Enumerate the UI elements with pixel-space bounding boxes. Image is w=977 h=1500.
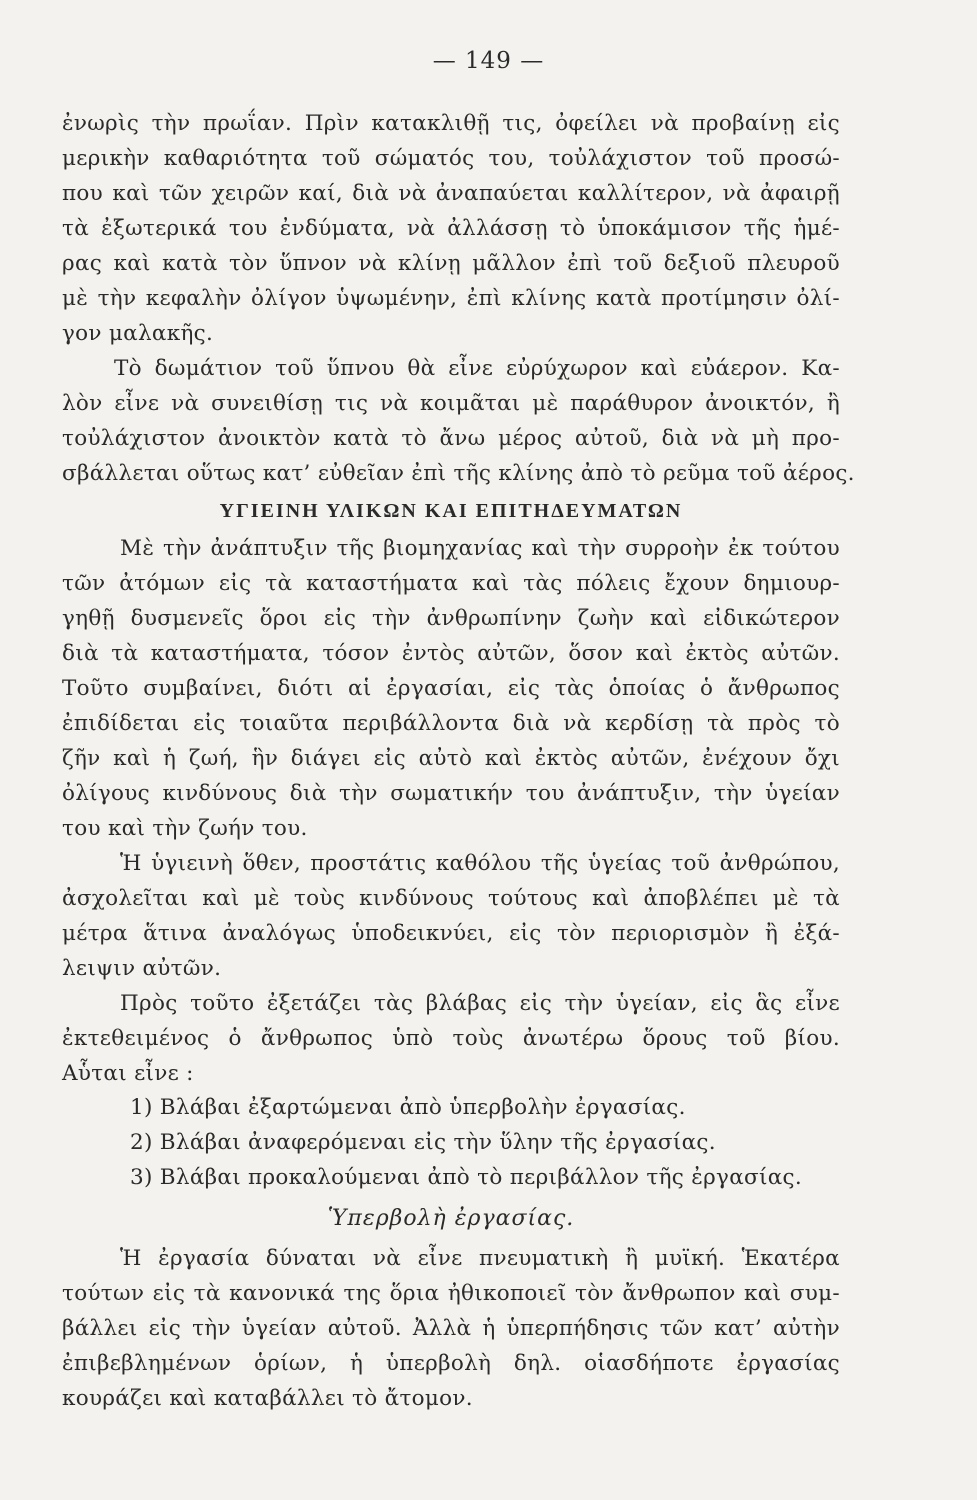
text-line: ἐπιδίδεται εἰς τοιαῦτα περιβάλλοντα διὰ νὰ κερδίσῃ τὰ πρὸς τὸ bbox=[62, 711, 840, 736]
text-line: ὀλίγους κινδύνους διὰ τὴν σωματικήν του ἀνάπτυξιν, τὴν ὑγείαν bbox=[62, 781, 840, 806]
text-line: γον μαλακῆς. bbox=[62, 321, 214, 346]
text-line: ἀσχολεῖται καὶ μὲ τοὺς κινδύνους τούτους καὶ ἀποβλέπει μὲ τὰ bbox=[62, 886, 840, 911]
page-number: — 149 — bbox=[432, 48, 545, 74]
text-line: Αὗται εἶνε : bbox=[62, 1061, 194, 1086]
section-heading: ΥΓΙΕΙΝΗ ΥΛΙΚΩΝ ΚΑΙ ΕΠΙΤΗΔΕΥΜΑΤΩΝ bbox=[219, 500, 683, 522]
text-line: μέτρα ἅτινα ἀναλόγως ὑποδεικνύει, εἰς τὸν περιορισμὸν ἢ ἐξά- bbox=[62, 921, 840, 946]
text-line: ἐπιβεβλημένων ὁρίων, ἡ ὑπερβολὴ δηλ. οἱασδήποτε ἐργασίας bbox=[62, 1351, 840, 1376]
text-line: βάλλει εἰς τὴν ὑγείαν αὐτοῦ. Ἀλλὰ ἡ ὑπερπήδησις τῶν κατ’ αὐτὴν bbox=[62, 1316, 840, 1341]
text-line: ρας καὶ κατὰ τὸν ὕπνον νὰ κλίνῃ μᾶλλον ἐπὶ τοῦ δεξιοῦ πλευροῦ bbox=[62, 251, 840, 276]
text-line: κουράζει καὶ καταβάλλει τὸ ἄτομον. bbox=[62, 1386, 473, 1411]
text-line: τούτων εἰς τὰ κανονικά της ὅρια ἠθικοποιεῖ τὸν ἄνθρωπον καὶ συμ- bbox=[62, 1281, 840, 1306]
list-item: 2) Βλάβαι ἀναφερόμεναι εἰς τὴν ὕλην τῆς ἐργασίας. bbox=[130, 1130, 716, 1155]
subsection-heading: Ὑπερβολὴ ἐργασίας. bbox=[327, 1206, 575, 1231]
text-line: λειψιν αὐτῶν. bbox=[62, 956, 222, 981]
text-line: διὰ τὰ καταστήματα, τόσον ἐντὸς αὐτῶν, ὅσον καὶ ἐκτὸς αὐτῶν. bbox=[62, 641, 840, 666]
text-line: τὰ ἐξωτερικά του ἐνδύματα, νὰ ἀλλάσσῃ τὸ ὑποκάμισον τῆς ἡμέ- bbox=[62, 216, 840, 241]
text-line: σβάλλεται οὕτως κατ’ εὐθεῖαν ἐπὶ τῆς κλίνης ἀπὸ τὸ ρεῦμα τοῦ ἀέρος. bbox=[62, 461, 855, 486]
text-line: Ἡ ὑγιεινὴ ὅθεν, προστάτις καθόλου τῆς ὑγείας τοῦ ἀνθρώπου, bbox=[120, 851, 840, 876]
text-line: μερικὴν καθαριότητα τοῦ σώματός του, τοὐλάχιστον τοῦ προσώ- bbox=[62, 146, 840, 171]
text-line: ζῆν καὶ ἡ ζωή, ἣν διάγει εἰς αὐτὸ καὶ ἐκτὸς αὐτῶν, ἐνέχουν ὄχι bbox=[62, 746, 840, 771]
text-line: του καὶ τὴν ζωήν του. bbox=[62, 816, 308, 841]
text-line: τῶν ἀτόμων εἰς τὰ καταστήματα καὶ τὰς πόλεις ἔχουν δημιουρ- bbox=[62, 571, 840, 596]
text-line: Πρὸς τοῦτο ἐξετάζει τὰς βλάβας εἰς τὴν ὑγείαν, εἰς ἃς εἶνε bbox=[120, 991, 840, 1016]
text-line: ἐκτεθειμένος ὁ ἄνθρωπος ὑπὸ τοὺς ἀνωτέρω ὅρους τοῦ βίου. bbox=[62, 1026, 840, 1051]
text-line: Ἡ ἐργασία δύναται νὰ εἶνε πνευματικὴ ἢ μυϊκή. Ἑκατέρα bbox=[120, 1246, 840, 1271]
text-line: γηθῇ δυσμενεῖς ὅροι εἰς τὴν ἀνθρωπίνην ζωὴν καὶ εἰδικώτερον bbox=[62, 606, 840, 631]
text-line: λὸν εἶνε νὰ συνειθίσῃ τις νὰ κοιμᾶται μὲ παράθυρον ἀνοικτόν, ἢ bbox=[62, 391, 840, 416]
text-line: Τὸ δωμάτιον τοῦ ὕπνου θὰ εἶνε εὐρύχωρον καὶ εὐάερον. Κα- bbox=[114, 356, 840, 381]
list-item: 3) Βλάβαι προκαλούμεναι ἀπὸ τὸ περιβάλλον τῆς ἐργασίας. bbox=[130, 1165, 803, 1190]
list-item: 1) Βλάβαι ἐξαρτώμεναι ἀπὸ ὑπερβολὴν ἐργασίας. bbox=[130, 1095, 686, 1120]
text-line: τοὐλάχιστον ἀνοικτὸν κατὰ τὸ ἄνω μέρος αὐτοῦ, διὰ νὰ μὴ προ- bbox=[62, 426, 840, 451]
text-line: μὲ τὴν κεφαλὴν ὀλίγον ὑψωμένην, ἐπὶ κλίνης κατὰ προτίμησιν ὀλί- bbox=[62, 286, 840, 311]
text-line: Τοῦτο συμβαίνει, διότι αἱ ἐργασίαι, εἰς τὰς ὁποίας ὁ ἄνθρωπος bbox=[62, 676, 840, 701]
text-line: ἐνωρὶς τὴν πρωΐαν. Πρὶν κατακλιθῇ τις, ὀφείλει νὰ προβαίνῃ εἰς bbox=[62, 111, 840, 136]
text-line: Μὲ τὴν ἀνάπτυξιν τῆς βιομηχανίας καὶ τὴν συρροὴν ἐκ τούτου bbox=[120, 536, 840, 561]
text-line: που καὶ τῶν χειρῶν καί, διὰ νὰ ἀναπαύεται καλλίτερον, νὰ ἀφαιρῇ bbox=[62, 181, 840, 206]
